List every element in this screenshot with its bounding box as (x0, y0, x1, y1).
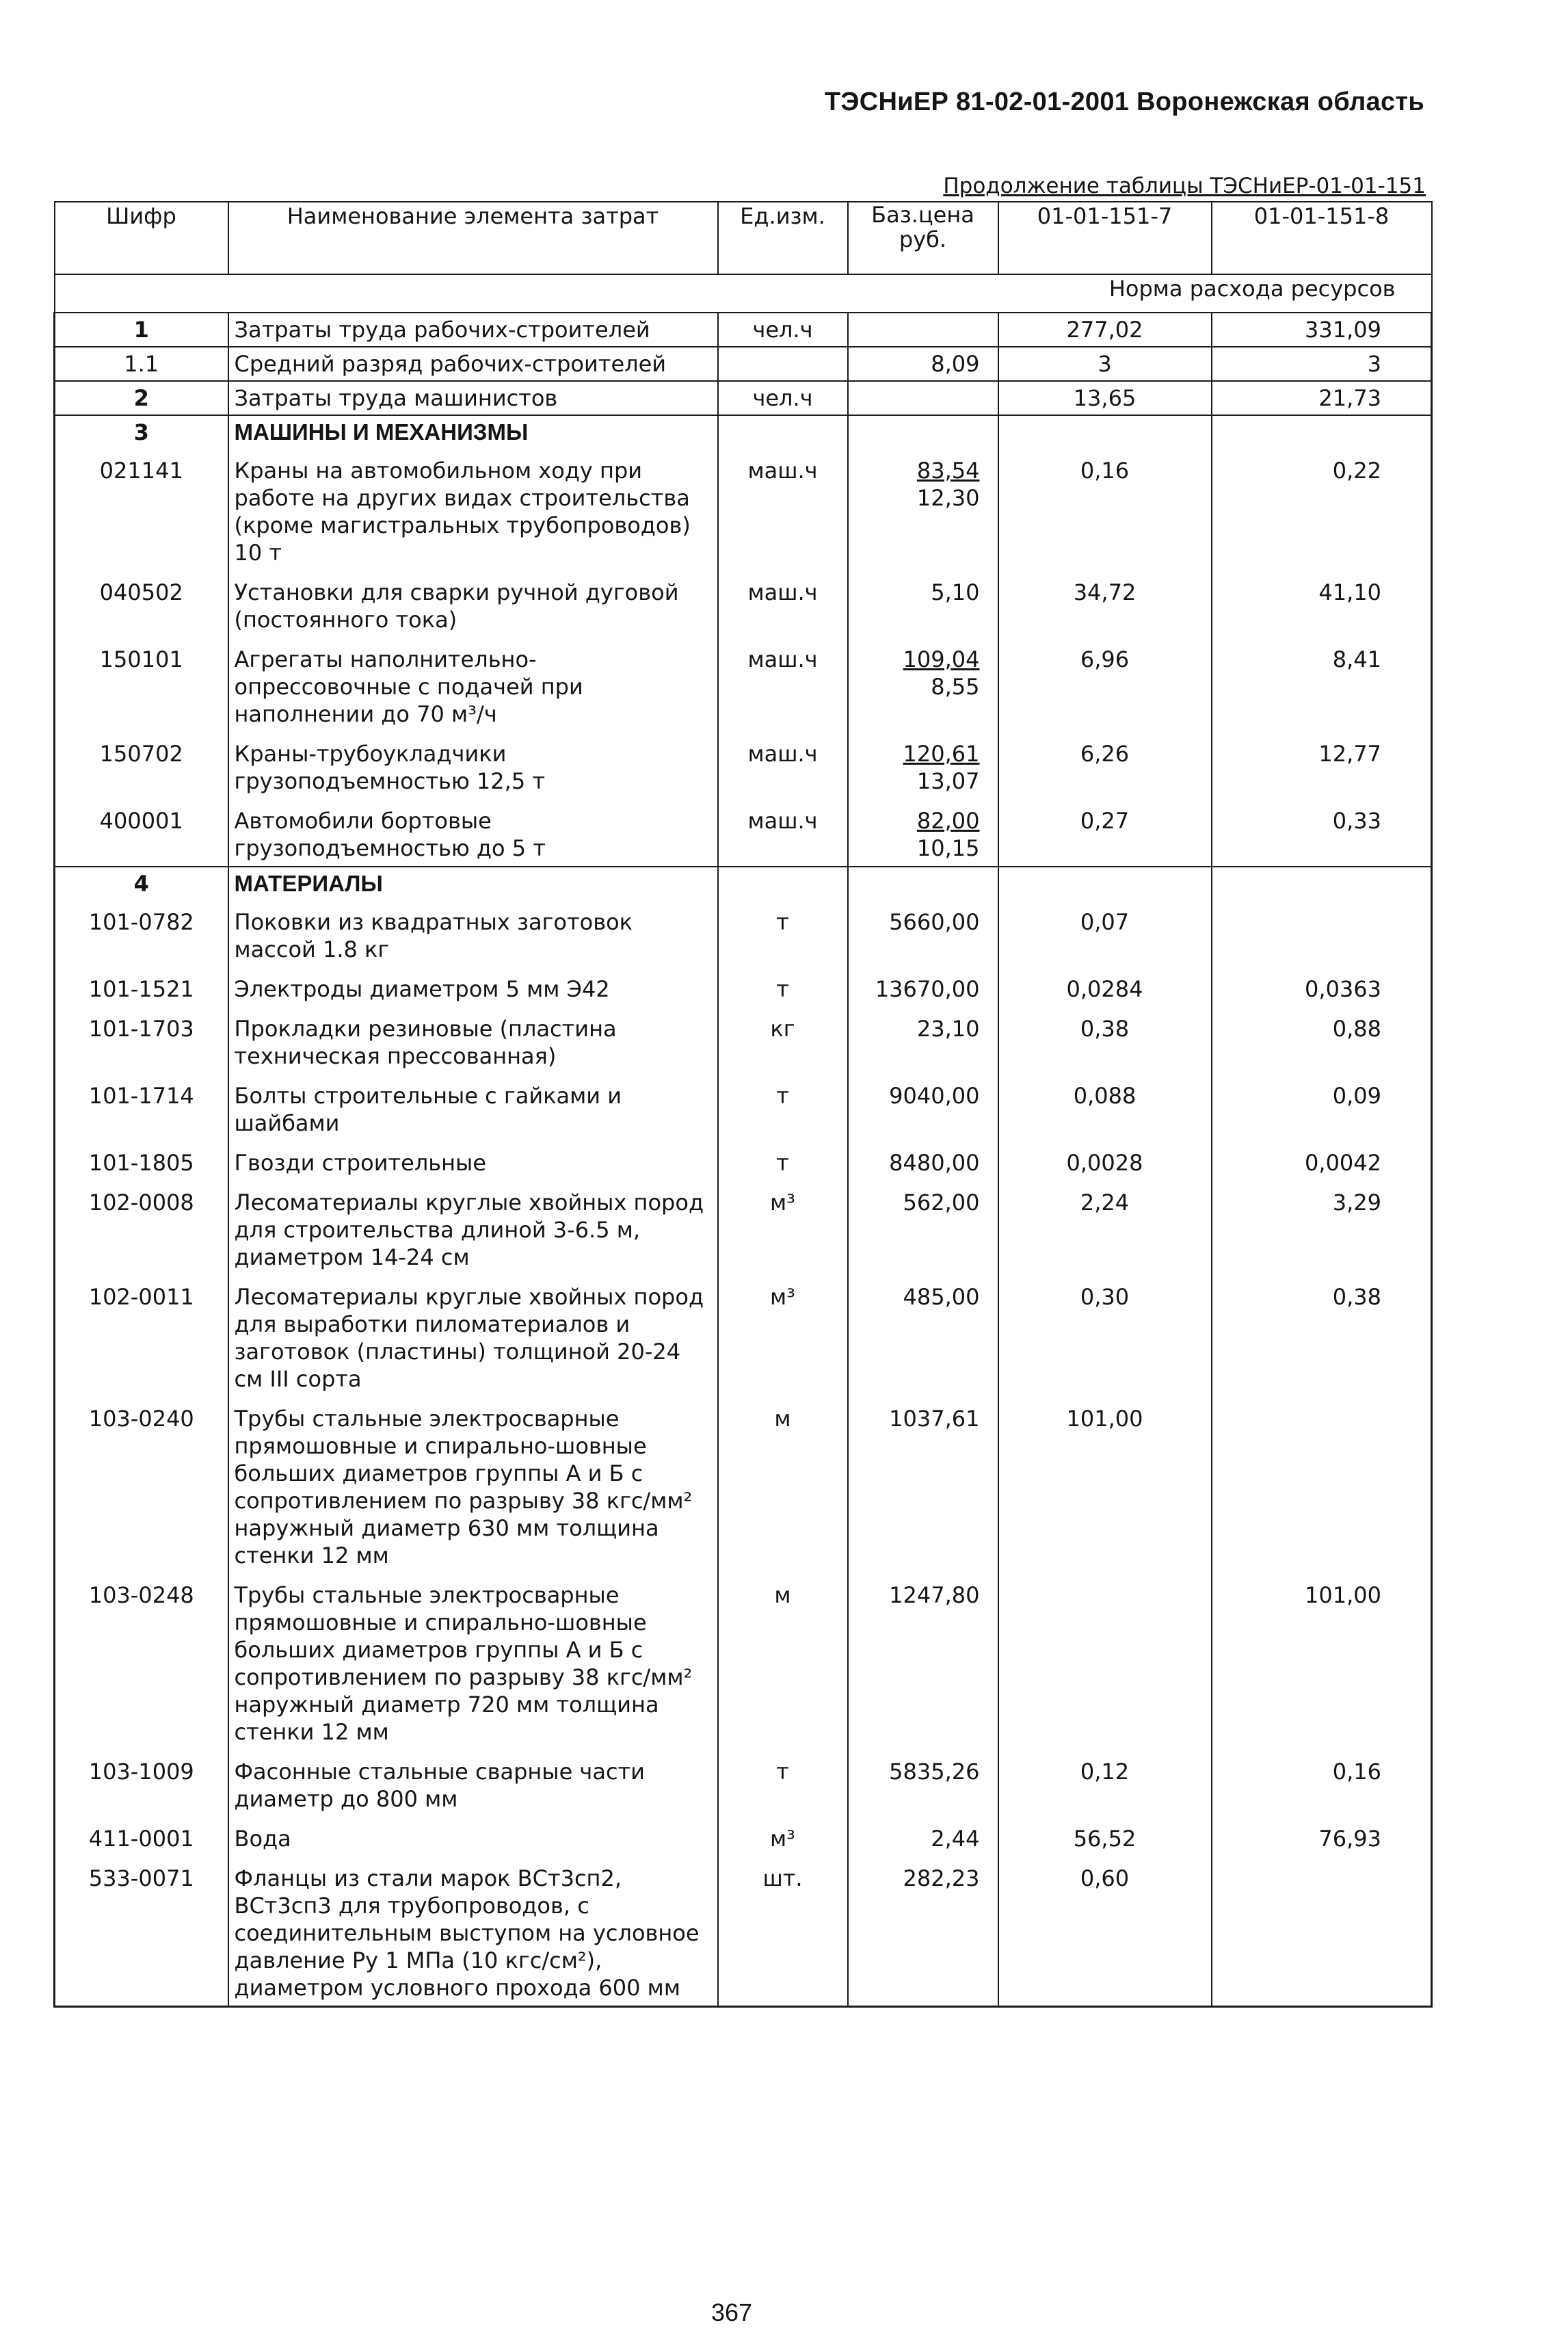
row-name: Затраты труда рабочих-строителей (228, 313, 718, 347)
row-price: 1247,80 (848, 1573, 998, 1750)
table-row (55, 313, 1432, 347)
row-price-total: 109,04 (903, 646, 980, 672)
row-name: Вода (228, 1817, 718, 1856)
row-norm8: 0,16 (1212, 1750, 1432, 1817)
row-norm8 (1212, 900, 1432, 967)
row-name: Фасонные стальные сварные части диаметр до 800 мм (228, 1750, 718, 1817)
table-header-row (55, 202, 1432, 274)
row-price (848, 799, 998, 867)
row-unit: маш.ч (718, 570, 848, 638)
row-norm7: 0,30 (998, 1275, 1212, 1397)
header-price-line2: руб. (899, 226, 947, 252)
row-price (848, 313, 998, 347)
table-row (55, 1856, 1432, 2007)
row-norm7: 101,00 (998, 1397, 1212, 1573)
row-unit: м³ (718, 1817, 848, 1856)
row-unit: чел.ч (718, 381, 848, 415)
row-norm7: 6,96 (998, 638, 1212, 732)
table-row (55, 900, 1432, 967)
row-code: 102-0008 (55, 1181, 228, 1275)
header-unit: Ед.изм. (718, 202, 848, 274)
section-row-machines (55, 415, 1432, 449)
row-name: Затраты труда машинистов (228, 381, 718, 415)
row-norm7: 2,24 (998, 1181, 1212, 1275)
header-price (848, 202, 998, 274)
row-norm7: 277,02 (998, 313, 1212, 347)
row-norm8: 12,77 (1212, 732, 1432, 799)
row-price: 1037,61 (848, 1397, 998, 1573)
row-code: 021141 (55, 449, 228, 570)
row-norm7: 34,72 (998, 570, 1212, 638)
row-norm8: 3,29 (1212, 1181, 1432, 1275)
section-number: 3 (55, 415, 228, 449)
row-norm7: 56,52 (998, 1817, 1212, 1856)
row-code: 102-0011 (55, 1275, 228, 1397)
row-name: Прокладки резиновые (пластина техническая прессованная) (228, 1007, 718, 1074)
row-unit: т (718, 900, 848, 967)
row-name: Гвозди строительные (228, 1141, 718, 1181)
row-norm7: 0,16 (998, 449, 1212, 570)
row-norm8: 76,93 (1212, 1817, 1432, 1856)
row-price (848, 381, 998, 415)
row-unit (718, 347, 848, 381)
row-code: 040502 (55, 570, 228, 638)
document-title: ТЭСНиЕР 81-02-01-2001 Воронежская область (824, 88, 1424, 116)
row-unit: маш.ч (718, 449, 848, 570)
row-norm7: 0,38 (998, 1007, 1212, 1074)
row-norm8 (1212, 1397, 1432, 1573)
row-norm8 (1212, 1856, 1432, 2007)
row-code: 1 (55, 313, 228, 347)
row-price: 485,00 (848, 1275, 998, 1397)
table-row (55, 1141, 1432, 1181)
norm-label: Норма расхода ресурсов (55, 274, 1432, 313)
row-unit: м³ (718, 1275, 848, 1397)
header-code: Шифр (55, 202, 228, 274)
row-norm8: 41,10 (1212, 570, 1432, 638)
row-price-base: 13,07 (916, 768, 980, 794)
table-row (55, 1181, 1432, 1275)
row-name: Поковки из квадратных заготовок массой 1.8 кг (228, 900, 718, 967)
row-norm8: 0,22 (1212, 449, 1432, 570)
row-price: 2,44 (848, 1817, 998, 1856)
row-code: 1.1 (55, 347, 228, 381)
row-norm8: 0,38 (1212, 1275, 1432, 1397)
table-row (55, 967, 1432, 1007)
row-norm7: 0,0028 (998, 1141, 1212, 1181)
row-name: Электроды диаметром 5 мм Э42 (228, 967, 718, 1007)
row-norm7: 0,07 (998, 900, 1212, 967)
section-title: МАШИНЫ И МЕХАНИЗМЫ (228, 415, 718, 449)
row-code: 101-1714 (55, 1074, 228, 1141)
row-price: 5660,00 (848, 900, 998, 967)
row-price: 23,10 (848, 1007, 998, 1074)
row-norm8: 331,09 (1212, 313, 1432, 347)
section-number: 4 (55, 867, 228, 900)
row-unit: м (718, 1573, 848, 1750)
row-price: 9040,00 (848, 1074, 998, 1141)
row-name: Трубы стальные электросварные прямошовные и спирально-шовные больших диаметров группы А и Б с сопротивлением по разрыву 38 кгс/мм² наружный диаметр 720 мм толщина стенки 12 мм (228, 1573, 718, 1750)
row-unit: чел.ч (718, 313, 848, 347)
row-price: 8480,00 (848, 1141, 998, 1181)
row-norm7: 0,60 (998, 1856, 1212, 2007)
row-price-total: 120,61 (903, 741, 980, 767)
row-code: 533-0071 (55, 1856, 228, 2007)
row-code: 2 (55, 381, 228, 415)
norm-label-row (55, 274, 1432, 313)
row-name: Фланцы из стали марок ВСт3сп2, ВСт3сп3 для трубопроводов, с соединительным выступом на условное давление Ру 1 МПа (10 кгс/см²), диаметром условного прохода 600 мм (228, 1856, 718, 2007)
row-price (848, 570, 998, 638)
row-norm7: 0,088 (998, 1074, 1212, 1141)
row-name: Болты строительные с гайками и шайбами (228, 1074, 718, 1141)
row-code: 400001 (55, 799, 228, 867)
row-price (848, 449, 998, 570)
header-price-line1: Баз.цена (871, 202, 974, 228)
row-price (848, 638, 998, 732)
row-code: 411-0001 (55, 1817, 228, 1856)
row-norm8: 0,88 (1212, 1007, 1432, 1074)
row-code: 101-0782 (55, 900, 228, 967)
row-price-base: 8,55 (931, 674, 980, 700)
row-norm8: 8,41 (1212, 638, 1432, 732)
row-code: 150702 (55, 732, 228, 799)
row-name: Трубы стальные электросварные прямошовные и спирально-шовные больших диаметров группы А и Б с сопротивлением по разрыву 38 кгс/мм² наружный диаметр 630 мм толщина стенки 12 мм (228, 1397, 718, 1573)
row-norm7: 0,27 (998, 799, 1212, 867)
row-unit: маш.ч (718, 799, 848, 867)
section-title: МАТЕРИАЛЫ (228, 867, 718, 900)
row-name: Краны-трубоукладчики грузоподъемностью 12,5 т (228, 732, 718, 799)
table-row (55, 1817, 1432, 1856)
row-price: 282,23 (848, 1856, 998, 2007)
row-norm8: 21,73 (1212, 381, 1432, 415)
row-code: 103-0248 (55, 1573, 228, 1750)
row-price-total: 83,54 (916, 458, 980, 484)
row-name: Агрегаты наполнительно-опрессовочные с подачей при наполнении до 70 м³/ч (228, 638, 718, 732)
table-row (55, 449, 1432, 570)
row-name: Установки для сварки ручной дуговой (постоянного тока) (228, 570, 718, 638)
row-code: 150101 (55, 638, 228, 732)
row-price (848, 347, 998, 381)
row-code: 103-1009 (55, 1750, 228, 1817)
row-name: Лесоматериалы круглые хвойных пород для строительства длиной 3-6.5 м, диаметром 14-24 см (228, 1181, 718, 1275)
table-row (55, 1573, 1432, 1750)
resource-norms-table (53, 201, 1433, 2008)
row-unit: маш.ч (718, 732, 848, 799)
row-name: Средний разряд рабочих-строителей (228, 347, 718, 381)
row-norm8: 0,33 (1212, 799, 1432, 867)
row-name: Лесоматериалы круглые хвойных пород для выработки пиломатериалов и заготовок (пластины) толщиной 20-24 см III сорта (228, 1275, 718, 1397)
row-price: 562,00 (848, 1181, 998, 1275)
row-norm8: 101,00 (1212, 1573, 1432, 1750)
row-code: 101-1521 (55, 967, 228, 1007)
table-row (55, 1397, 1432, 1573)
table-row (55, 799, 1432, 867)
table-row (55, 1750, 1432, 1817)
header-norm7: 01-01-151-7 (998, 202, 1212, 274)
row-price: 5835,26 (848, 1750, 998, 1817)
row-unit: шт. (718, 1856, 848, 2007)
row-norm7: 0,12 (998, 1750, 1212, 1817)
table-row (55, 570, 1432, 638)
row-norm8: 0,09 (1212, 1074, 1432, 1141)
row-price-base: 8,09 (931, 351, 980, 377)
row-code: 103-0240 (55, 1397, 228, 1573)
header-norm8: 01-01-151-8 (1212, 202, 1432, 274)
row-norm8: 3 (1212, 347, 1432, 381)
table-row (55, 638, 1432, 732)
row-unit: м³ (718, 1181, 848, 1275)
row-unit: т (718, 1074, 848, 1141)
row-norm7: 6,26 (998, 732, 1212, 799)
row-price-base: 12,30 (916, 485, 980, 511)
row-unit: т (718, 1141, 848, 1181)
row-norm7: 3 (998, 347, 1212, 381)
row-unit: кг (718, 1007, 848, 1074)
row-unit: т (718, 1750, 848, 1817)
row-price-base: 10,15 (916, 835, 980, 861)
table-row (55, 1007, 1432, 1074)
section-row-materials (55, 867, 1432, 900)
header-name: Наименование элемента затрат (228, 202, 718, 274)
table-row (55, 1074, 1432, 1141)
table-row (55, 732, 1432, 799)
row-code: 101-1805 (55, 1141, 228, 1181)
row-name: Краны на автомобильном ходу при работе на других видах строительства (кроме магистральных трубопроводов) 10 т (228, 449, 718, 570)
row-unit: м (718, 1397, 848, 1573)
table-row (55, 1275, 1432, 1397)
row-norm7: 0,0284 (998, 967, 1212, 1007)
row-unit: т (718, 967, 848, 1007)
table-row (55, 347, 1432, 381)
row-norm8: 0,0363 (1212, 967, 1432, 1007)
row-price: 13670,00 (848, 967, 998, 1007)
row-price-base: 5,10 (931, 579, 980, 605)
row-norm7 (998, 1573, 1212, 1750)
row-price-total: 82,00 (916, 808, 980, 834)
row-code: 101-1703 (55, 1007, 228, 1074)
page-number: 367 (710, 2298, 753, 2326)
row-unit: маш.ч (718, 638, 848, 732)
row-name: Автомобили бортовые грузоподъемностью до 5 т (228, 799, 718, 867)
table-row (55, 381, 1432, 415)
row-price (848, 732, 998, 799)
row-norm7: 13,65 (998, 381, 1212, 415)
table-continuation-label: Продолжение таблицы ТЭСНиЕР-01-01-151 (943, 174, 1426, 198)
row-norm8: 0,0042 (1212, 1141, 1432, 1181)
